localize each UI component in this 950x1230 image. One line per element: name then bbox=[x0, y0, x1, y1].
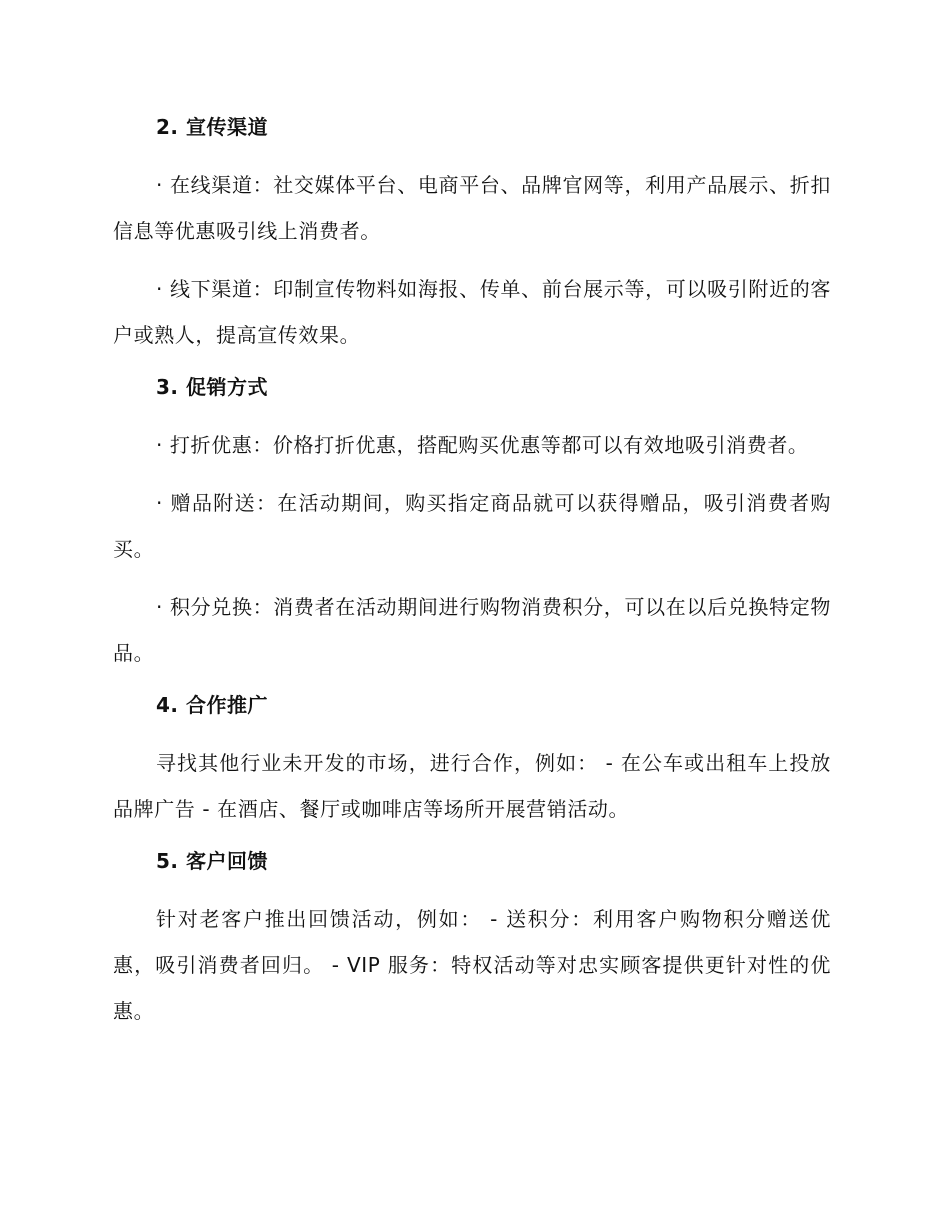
paragraph: · 积分兑换：消费者在活动期间进行购物消费积分，可以在以后兑换特定物品。 bbox=[113, 595, 831, 665]
section-heading: 5. 客户回馈 bbox=[156, 849, 268, 873]
paragraph: · 打折优惠：价格打折优惠，搭配购买优惠等都可以有效地吸引消费者。 bbox=[156, 433, 809, 457]
paragraph: · 赠品附送：在活动期间，购买指定商品就可以获得赠品，吸引消费者购买。 bbox=[113, 491, 831, 561]
paragraph: · 在线渠道：社交媒体平台、电商平台、品牌官网等，利用产品展示、折扣信息等优惠吸引线上消费者。 bbox=[113, 173, 831, 243]
section-heading: 3. 促销方式 bbox=[156, 375, 268, 399]
paragraph: 寻找其他行业未开发的市场，进行合作，例如： - 在公车或出租车上投放品牌广告 - 在酒店、餐厅或咖啡店等场所开展营销活动。 bbox=[113, 751, 831, 821]
section-heading: 4. 合作推广 bbox=[156, 693, 268, 717]
document-body bbox=[113, 110, 831, 1046]
paragraph: · 线下渠道：印制宣传物料如海报、传单、前台展示等，可以吸引附近的客户或熟人，提高宣传效果。 bbox=[113, 277, 831, 347]
paragraph: 针对老客户推出回馈活动，例如： - 送积分：利用客户购物积分赠送优惠，吸引消费者回归。 - VIP 服务：特权活动等对忠实顾客提供更针对性的优惠。 bbox=[113, 907, 831, 1023]
section-heading: 2. 宣传渠道 bbox=[156, 115, 268, 139]
